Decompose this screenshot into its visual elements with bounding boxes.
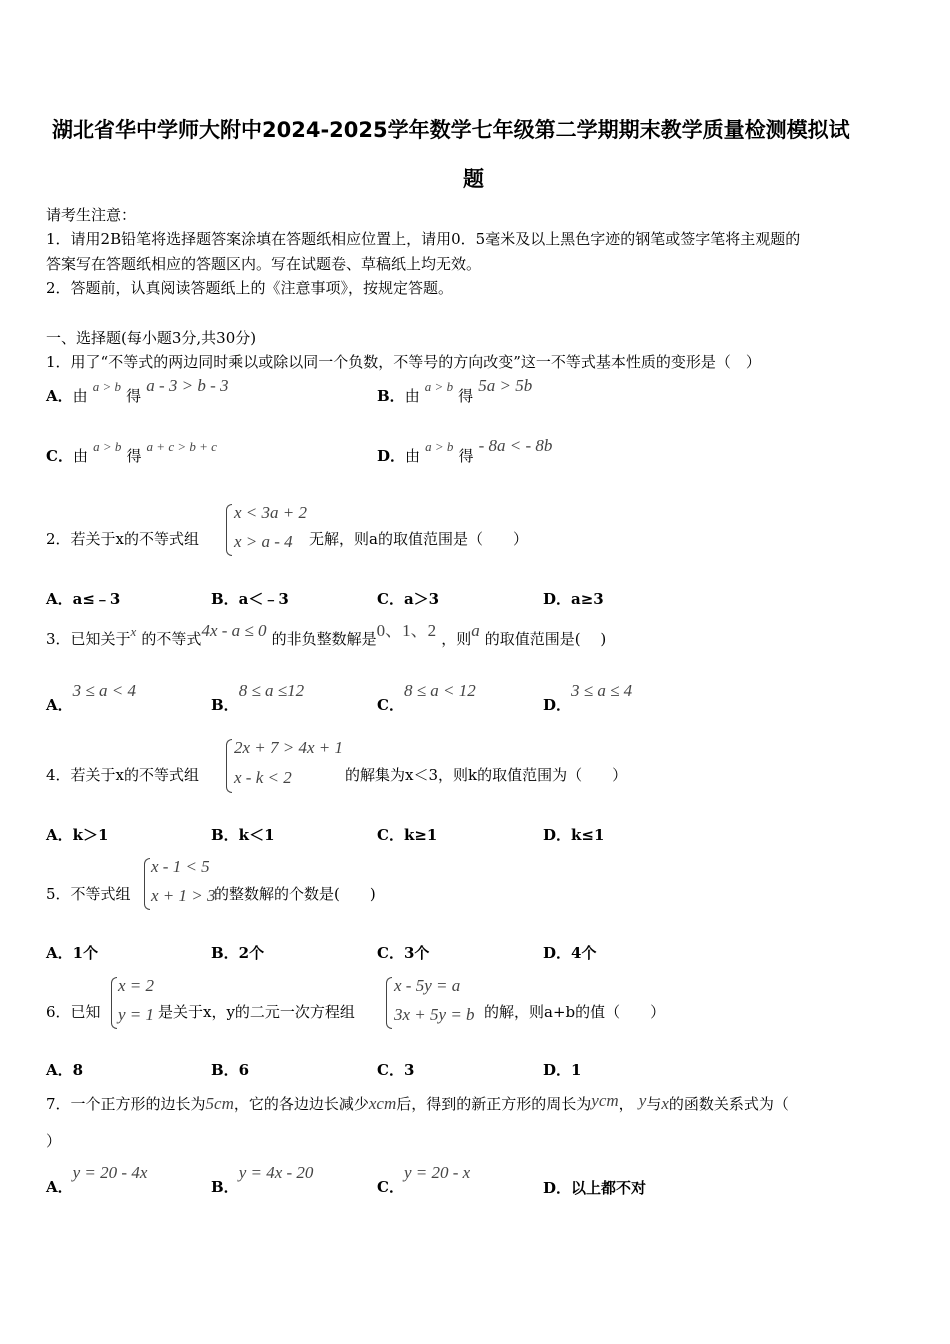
system-line-1: x - 5y = a [394, 976, 461, 995]
option-text: 由 [72, 447, 88, 465]
notice-heading: 请考生注意： [46, 206, 137, 224]
math-expression: a > b [93, 439, 122, 454]
math-expression: y = 4x - 20 [238, 1163, 314, 1182]
system-brace [226, 504, 232, 556]
stem-text: 与 [646, 1095, 662, 1113]
q1-option-c[interactable] [46, 439, 217, 466]
math-expression: a + c > b + c [146, 439, 217, 454]
math-expression: ycm [591, 1091, 619, 1110]
math-expression: 0、1、2 [376, 621, 437, 640]
q5-option-b[interactable]: B．2个 [211, 944, 265, 962]
notice-line-3: 2．答题前，认真阅读答题纸上的《注意事项》，按规定答题。 [46, 279, 454, 297]
q2-option-c[interactable]: C．a＞3 [377, 590, 440, 608]
stem-text: 的非负整数解是 [271, 630, 377, 648]
option-label: A． [46, 696, 73, 714]
stem-text: ，它的各边边长减少 [233, 1095, 369, 1113]
system-line-2: x > a - 4 [234, 532, 293, 551]
q4-option-a[interactable]: A．k＞1 [46, 826, 109, 844]
option-label: B． [211, 696, 239, 714]
math-variable: a [471, 621, 480, 640]
q5-option-d[interactable]: D．4个 [543, 944, 597, 962]
math-expression: xcm [368, 1094, 397, 1113]
option-label: D． [543, 696, 572, 714]
math-expression: a > b [425, 439, 454, 454]
system-line-1: 2x + 7 > 4x + 1 [234, 738, 344, 757]
q3-option-d[interactable] [543, 680, 633, 714]
q6-option-b[interactable]: B．6 [211, 1061, 250, 1079]
question-6-post: 的解，则a+b的值（ ） [484, 1003, 666, 1021]
option-text: 由 [404, 387, 420, 405]
question-2-post: 无解，则a的取值范围是（ ） [309, 530, 528, 548]
math-expression: a > b [92, 379, 122, 394]
q5-option-c[interactable]: C．3个 [377, 944, 430, 962]
math-expression: y = 20 - 4x [72, 1163, 148, 1182]
math-expression: 8 ≤ a < 12 [403, 681, 476, 700]
system-brace [111, 977, 117, 1029]
q4-option-c[interactable]: C．k≥1 [377, 826, 438, 844]
stem-text: ，则 [441, 630, 472, 648]
system-line-2: x - k < 2 [234, 768, 292, 787]
q6-option-a[interactable]: A．8 [46, 1061, 84, 1079]
system-line-2: 3x + 5y = b [394, 1005, 475, 1024]
math-expression: 4x - a ≤ 0 [201, 621, 267, 640]
q7-option-a[interactable] [46, 1162, 148, 1196]
option-label: B． [211, 1178, 239, 1196]
question-6-mid: 是关于x，y的二元一次方程组 [158, 1003, 355, 1021]
question-7-stem-end: ） [46, 1132, 62, 1150]
math-expression: - 8a < - 8b [478, 436, 553, 455]
math-expression: a > b [424, 379, 454, 394]
math-expression: 8 ≤ a ≤12 [238, 681, 305, 700]
question-7-stem [46, 1093, 789, 1114]
q2-option-b[interactable]: B．a＜﹣3 [211, 590, 289, 608]
system-line-1: x = 2 [118, 976, 155, 995]
stem-text: 后，得到的新正方形的周长为 [396, 1095, 592, 1113]
option-label: C． [46, 447, 73, 465]
option-text: 由 [72, 387, 88, 405]
math-variable: x [130, 624, 137, 639]
notice-line-1: 1．请用2B铅笔将选择题答案涂填在答题纸相应位置上，请用0．5毫米及以上黑色字迹的钢笔或签字笔将主观题的 [46, 230, 801, 248]
stem-text: 的函数关系式为（ [668, 1095, 789, 1113]
math-expression: 5a > 5b [478, 376, 533, 395]
question-5-post: 的整数解的个数是( ) [214, 885, 376, 903]
math-expression: 3 ≤ a ≤ 4 [571, 681, 633, 700]
math-expression: a - 3 > b - 3 [146, 376, 229, 395]
system-line-2: x + 1 > 3 [151, 886, 216, 905]
q4-option-d[interactable]: D．k≤1 [543, 826, 605, 844]
option-text: 得 [458, 387, 474, 405]
system-brace [386, 977, 392, 1029]
q6-option-c[interactable]: C．3 [377, 1061, 415, 1079]
system-brace [144, 858, 150, 910]
math-variable: x [661, 1094, 669, 1113]
q4-option-b[interactable]: B．k＜1 [211, 826, 275, 844]
stem-text: ， [618, 1095, 634, 1113]
option-label: A． [46, 387, 73, 405]
option-label: C． [377, 1178, 404, 1196]
q1-option-d[interactable] [377, 436, 553, 466]
math-variable: y [638, 1091, 647, 1110]
option-label: C． [377, 696, 404, 714]
math-expression: y = 20 - x [403, 1163, 471, 1182]
option-text: 得 [458, 447, 474, 465]
q3-option-b[interactable] [211, 680, 305, 714]
question-4-post: 的解集为x＜3，则k的取值范围为（ ） [345, 766, 628, 784]
stem-text: 7．一个正方形的边长为 [46, 1095, 206, 1113]
option-label: D． [377, 447, 406, 465]
stem-text: 的取值范围是( ) [484, 630, 607, 648]
system-line-1: x < 3a + 2 [234, 503, 307, 522]
option-text: 由 [405, 447, 421, 465]
question-6-pre: 6．已知 [46, 1003, 101, 1021]
option-label: B． [377, 387, 405, 405]
system-brace [226, 739, 232, 793]
notice-line-2: 答案写在答题纸相应的答题区内。写在试题卷、草稿纸上均无效。 [46, 255, 482, 273]
option-label: A． [46, 1178, 73, 1196]
q2-option-a[interactable]: A．a≤﹣3 [46, 590, 121, 608]
system-line-1: x - 1 < 5 [151, 857, 210, 876]
math-expression: 3 ≤ a < 4 [72, 681, 136, 700]
q3-option-c[interactable] [377, 680, 476, 714]
title-line-1: 湖北省华中学师大附中2024-2025学年数学七年级第二学期期末教学质量检测模拟试 [52, 118, 850, 142]
q3-option-a[interactable] [46, 680, 136, 714]
math-expression: 5cm [205, 1094, 234, 1113]
question-4-pre: 4．若关于x的不等式组 [46, 766, 200, 784]
q7-option-c[interactable] [377, 1162, 471, 1196]
q5-option-a[interactable]: A．1个 [46, 944, 99, 962]
q7-option-d[interactable]: D．以上都不对 [543, 1179, 647, 1197]
title-line-2: 题 [463, 167, 484, 191]
stem-text: 的不等式 [141, 630, 202, 648]
q6-option-d[interactable]: D．1 [543, 1061, 582, 1079]
system-line-2: y = 1 [118, 1005, 155, 1024]
section-heading: 一、选择题(每小题3分,共30分) [46, 329, 257, 347]
question-5-pre: 5．不等式组 [46, 885, 131, 903]
q7-option-b[interactable] [211, 1162, 314, 1196]
question-3-stem [46, 621, 607, 649]
option-text: 得 [126, 387, 142, 405]
q2-option-d[interactable]: D．a≥3 [543, 590, 604, 608]
question-1-stem: 1．用了“不等式的两边同时乘以或除以同一个负数，不等号的方向改变”这一不等式基本性质的变形是（ ） [46, 353, 761, 371]
q1-option-a[interactable] [46, 376, 229, 406]
option-text: 得 [126, 447, 142, 465]
stem-text: 3．已知关于 [46, 630, 131, 648]
question-2-pre: 2．若关于x的不等式组 [46, 530, 200, 548]
q1-option-b[interactable] [377, 376, 533, 406]
